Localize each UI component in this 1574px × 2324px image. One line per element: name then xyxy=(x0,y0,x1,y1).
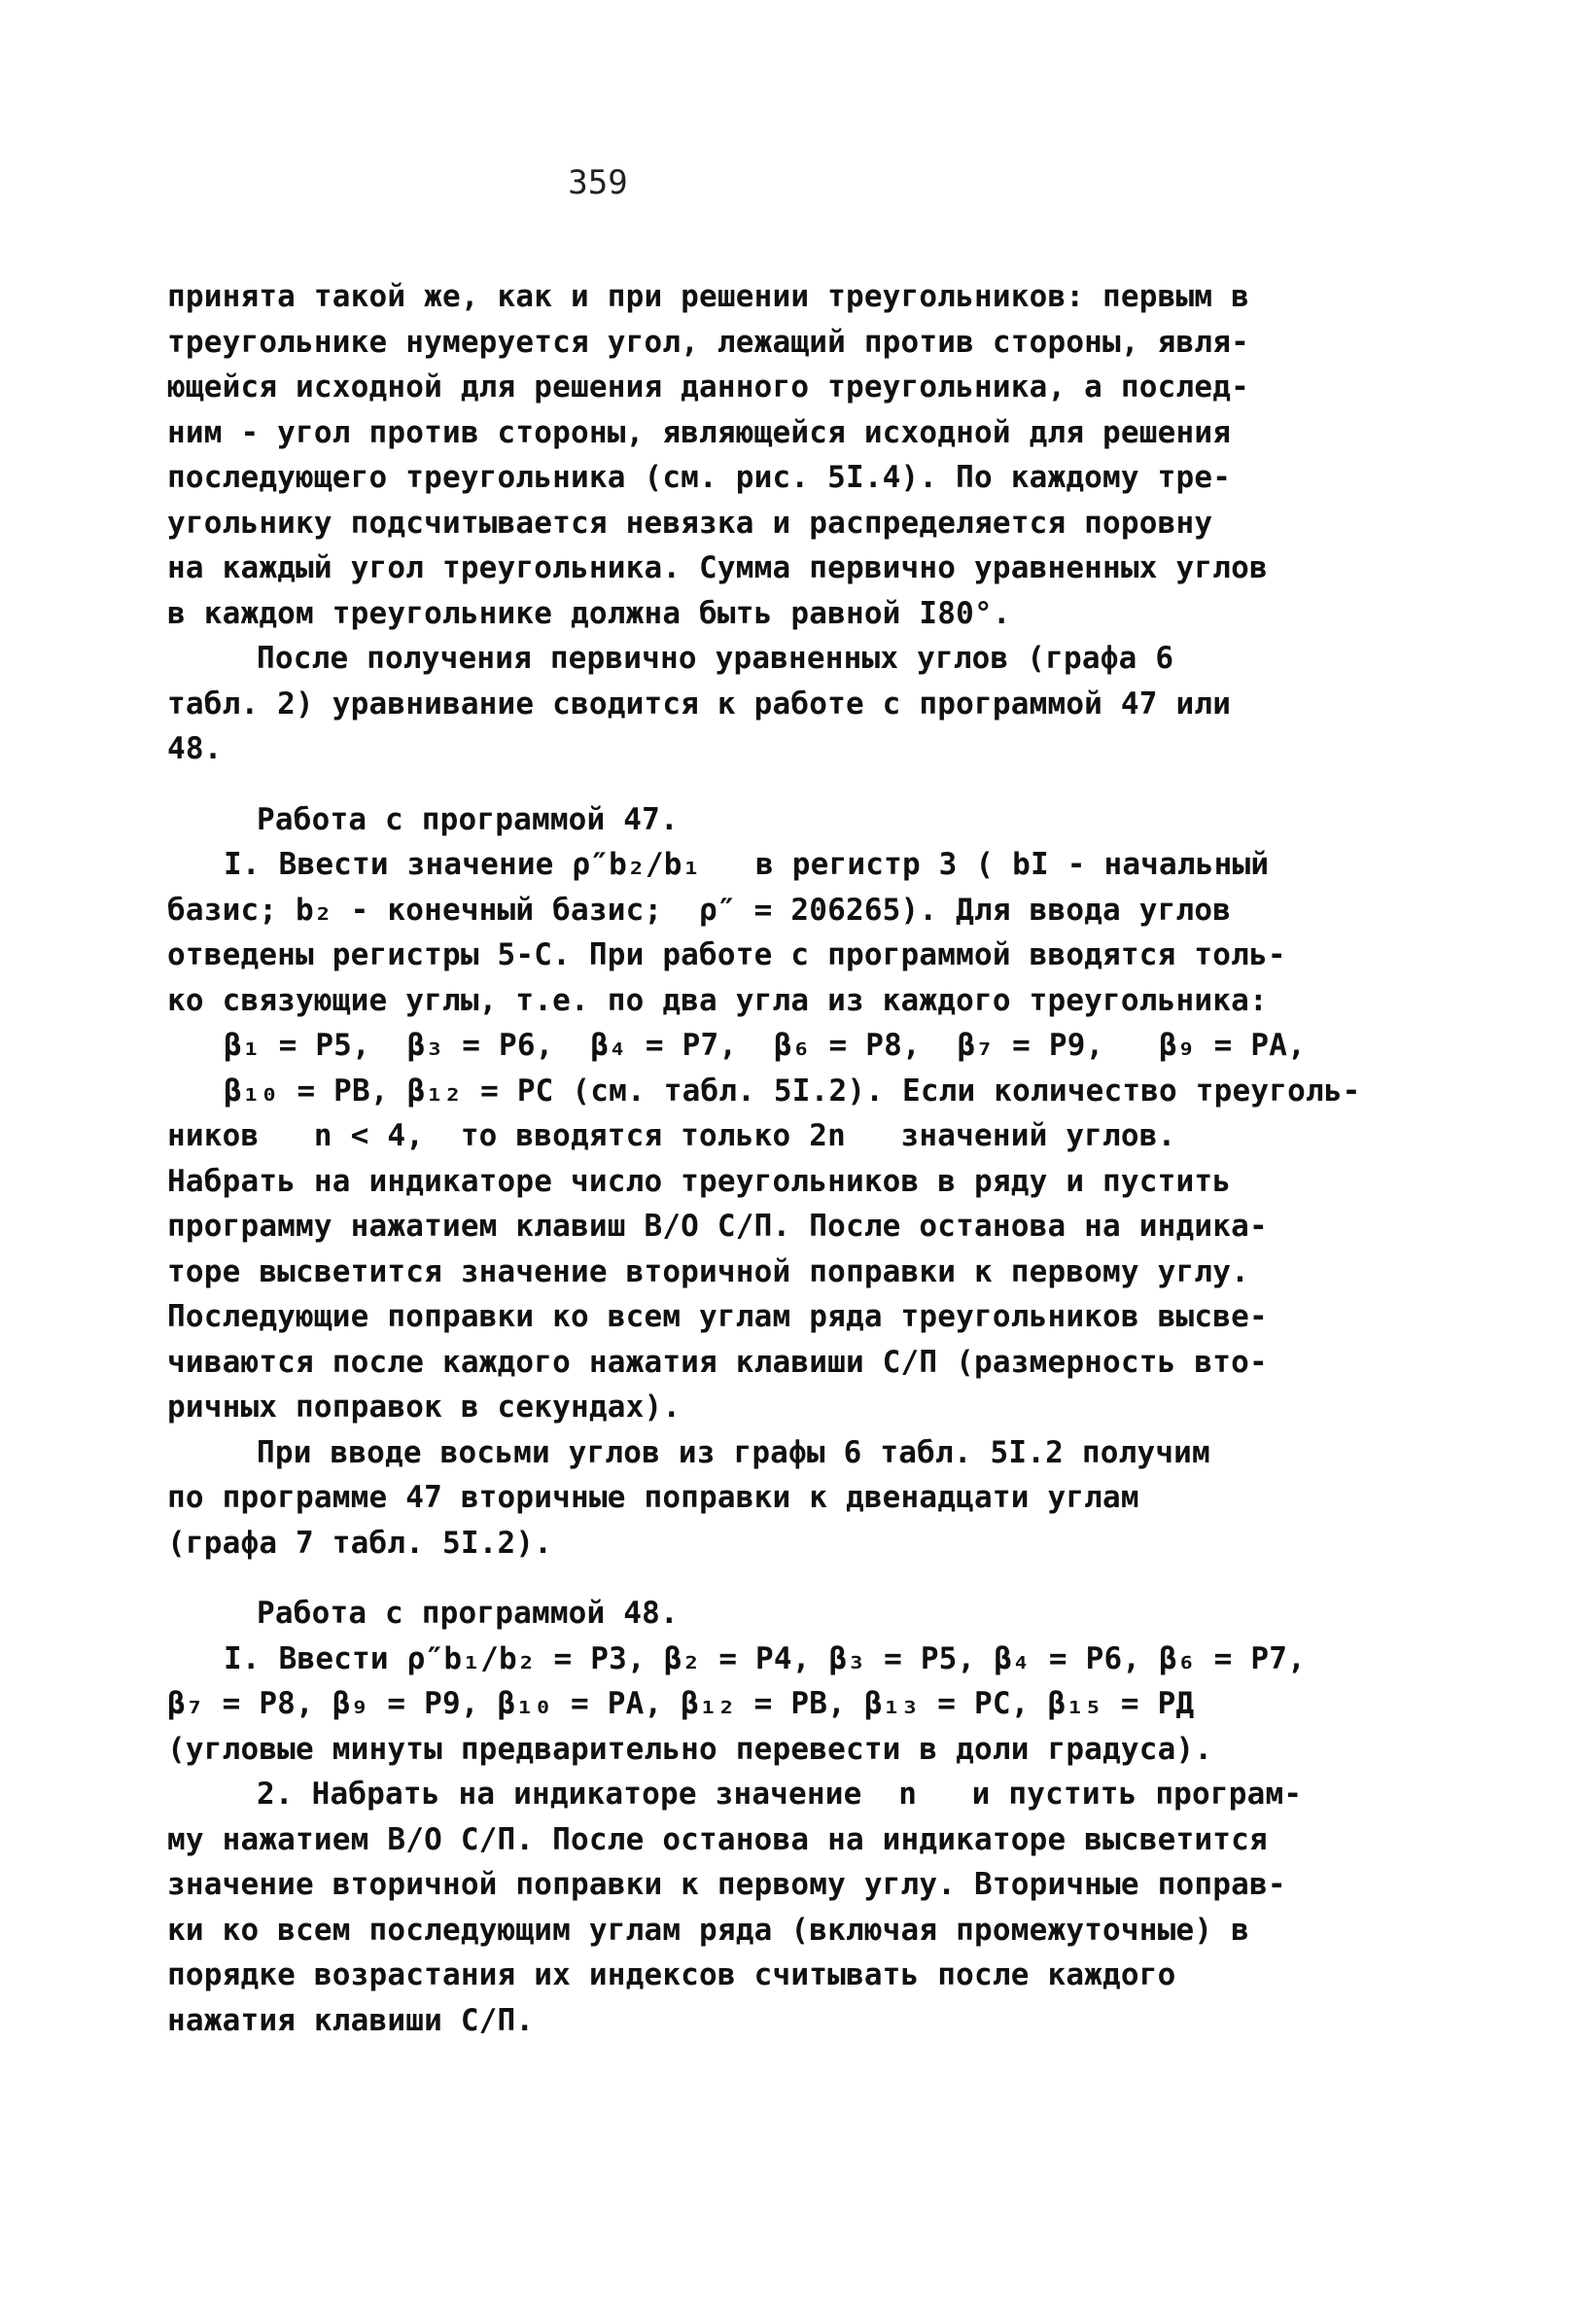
text-line: му нажатием В/О С/П. После останова на индикаторе высветится xyxy=(167,1821,1268,1857)
text-line: отведены регистры 5-С. При работе с программой вводятся толь- xyxy=(167,937,1286,972)
text-line: принята такой же, как и при решении треугольников: первым в xyxy=(167,279,1249,314)
text-line: (угловые минуты предварительно перевести в доли градуса). xyxy=(167,1731,1213,1767)
text-line: программу нажатием клавиш В/О С/П. После останова на индика- xyxy=(167,1209,1268,1244)
section-heading: Работа с программой 48. xyxy=(257,1596,679,1631)
section-heading: Работа с программой 47. xyxy=(257,801,679,837)
text-line: базис; b₂ - конечный базис; ρ″ = 206265). Для ввода углов xyxy=(167,892,1232,928)
text-line: угольнику подсчитывается невязка и распределяется поровну xyxy=(167,505,1213,541)
text-line: ки ко всем последующим углам ряда (включая промежуточные) в xyxy=(167,1912,1249,1948)
text-line: Последующие поправки ко всем углам ряда треугольников высве- xyxy=(167,1299,1268,1334)
text-line: торе высветится значение вторичной поправки к первому углу. xyxy=(167,1253,1249,1289)
text-line: треугольнике нумеруется угол, лежащий против стороны, явля- xyxy=(167,324,1249,360)
text-line: ричных поправок в секундах). xyxy=(167,1390,682,1425)
text-line: ко связующие углы, т.е. по два угла из каждого треугольника: xyxy=(167,982,1268,1018)
text-line: ников n < 4, то вводятся только 2n значений углов. xyxy=(167,1118,1176,1153)
text-line: значение вторичной поправки к первому углу. Вторичные поправ- xyxy=(167,1867,1286,1902)
body-text xyxy=(167,274,1361,2043)
text-line: Набрать на индикаторе число треугольников в ряду и пустить xyxy=(167,1163,1232,1199)
formula-line: β₁ = Р5, β₃ = Р6, β₄ = Р7, β₆ = Р8, β₇ = Р9, β₉ = РА, xyxy=(224,1028,1306,1063)
text-line: порядке возрастания их индексов считывать после каждого xyxy=(167,1957,1176,1992)
text-line: 48. xyxy=(167,731,223,766)
text-line: После получения первично уравненных углов (графа 6 xyxy=(257,641,1174,676)
page-number: 359 xyxy=(568,163,628,202)
formula-line: β₇ = Р8, β₉ = Р9, β₁₀ = РА, β₁₂ = РВ, β₁₃ = РС, β₁₅ = РД xyxy=(167,1686,1195,1721)
text-line: При вводе восьми углов из графы 6 табл. 5I.2 получим xyxy=(257,1434,1210,1470)
text-line: ним - угол против стороны, являющейся исходной для решения xyxy=(167,414,1232,450)
text-line: табл. 2) уравнивание сводится к работе с программой 47 или xyxy=(167,686,1232,722)
text-line: 2. Набрать на индикаторе значение n и пустить програм- xyxy=(257,1777,1303,1812)
text-line: ющейся исходной для решения данного треугольника, а послед- xyxy=(167,370,1249,405)
text-line: в каждом треугольнике должна быть равной I80°. xyxy=(167,595,1011,631)
text-line: чиваются после каждого нажатия клавиши С/П (размерность вто- xyxy=(167,1344,1268,1380)
text-line: по программе 47 вторичные поправки к двенадцати углам xyxy=(167,1480,1139,1515)
text-line: I. Ввести значение ρ″b₂/b₁ в регистр 3 ( bI - начальный xyxy=(224,847,1270,882)
text-line: (графа 7 табл. 5I.2). xyxy=(167,1525,553,1561)
formula-line: β₁₀ = РВ, β₁₂ = РС (см. табл. 5I.2). Если количество треуголь- xyxy=(224,1073,1361,1109)
text-line: последующего треугольника (см. рис. 5I.4). По каждому тре- xyxy=(167,460,1232,495)
text-line: на каждый угол треугольника. Сумма первично уравненных углов xyxy=(167,550,1268,585)
formula-line: I. Ввести ρ″b₁/b₂ = Р3, β₂ = Р4, β₃ = Р5, β₄ = Р6, β₆ = Р7, xyxy=(224,1640,1306,1676)
text-line: нажатия клавиши С/П. xyxy=(167,2002,535,2038)
